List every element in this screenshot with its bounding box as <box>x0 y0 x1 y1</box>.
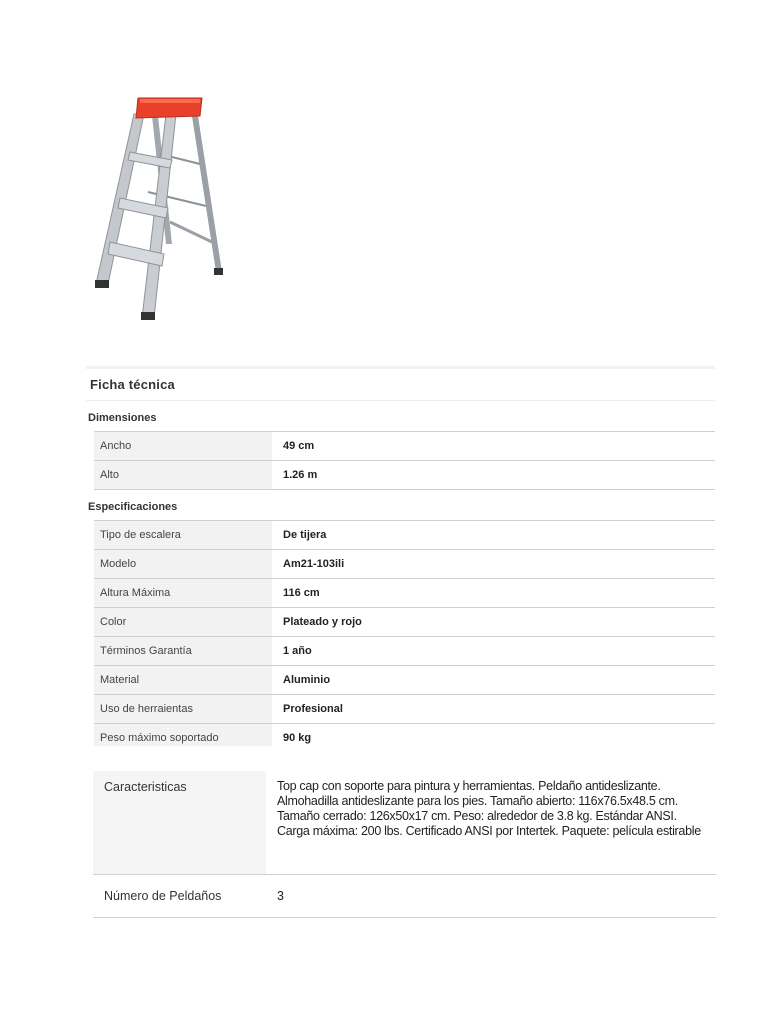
feature-value: Top cap con soporte para pintura y herramientas. Peldaño antideslizante. Almohadilla antideslizante para los pies. Tamaño abierto: 116x76.5x48.5 cm. Tamaño cerrado: 126x50x17 cm. Peso: alrededor de 3.8 kg. Estándar ANSI. Carga máxima: 200 lbs. Certificado ANSI por Intertek. Paquete: película estirable <box>277 779 701 838</box>
table-row <box>94 549 715 578</box>
table-row <box>94 578 715 607</box>
feature-value: 3 <box>277 889 284 903</box>
spec-label: Peso máximo soportado <box>94 724 272 746</box>
group-title-dimensions: Dimensiones <box>88 412 157 424</box>
feature-label: Caracteristicas <box>93 771 266 874</box>
spec-value: Profesional <box>283 703 343 715</box>
group-title-specifications: Especificaciones <box>88 501 178 513</box>
specifications-table <box>94 520 715 746</box>
table-row <box>94 694 715 723</box>
spec-label: Tipo de escalera <box>94 521 272 549</box>
spec-value: 116 cm <box>283 587 320 599</box>
spec-value: 1.26 m <box>283 469 318 481</box>
spec-value: 1 año <box>283 645 312 657</box>
spec-label: Alto <box>94 461 272 489</box>
spec-sheet-title: Ficha técnica <box>90 377 175 392</box>
spec-label: Uso de herraientas <box>94 695 272 723</box>
table-row <box>94 520 715 549</box>
spec-value: 49 cm <box>283 440 315 452</box>
spec-label: Modelo <box>94 550 272 578</box>
table-row <box>94 723 715 746</box>
table-row <box>93 875 716 918</box>
spec-value: 90 kg <box>283 732 312 744</box>
spec-value: Plateado y rojo <box>283 616 362 628</box>
spec-label: Altura Máxima <box>94 579 272 607</box>
spec-label: Términos Garantía <box>94 637 272 665</box>
table-row <box>94 665 715 694</box>
spec-sheet-header <box>86 366 715 401</box>
table-row <box>94 460 715 490</box>
spec-value: De tijera <box>283 529 327 541</box>
feature-label: Número de Peldaños <box>93 875 266 917</box>
spec-label: Color <box>94 608 272 636</box>
step-ladder-image <box>88 94 234 330</box>
table-row <box>94 607 715 636</box>
dimensions-table <box>94 431 715 490</box>
product-image <box>88 94 234 330</box>
table-row <box>94 636 715 665</box>
spec-value: Aluminio <box>283 674 331 686</box>
spec-label: Ancho <box>94 432 272 460</box>
spec-sheet <box>86 366 715 746</box>
features-table <box>93 771 716 918</box>
table-row <box>94 431 715 460</box>
table-row <box>93 771 716 875</box>
spec-label: Material <box>94 666 272 694</box>
spec-value: Am21-103ili <box>283 558 345 570</box>
